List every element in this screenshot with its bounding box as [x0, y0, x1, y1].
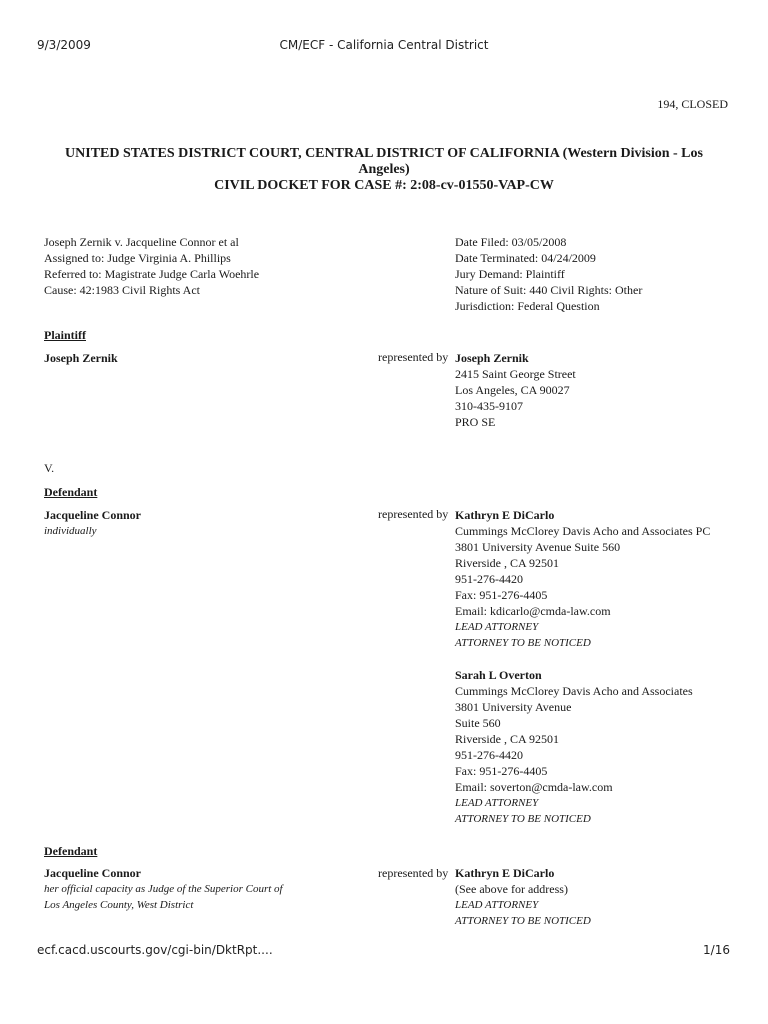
notice-flag: ATTORNEY TO BE NOTICED — [455, 813, 591, 825]
attorney-address-city: Riverside , CA 92501 — [455, 556, 559, 570]
plaintiff-name: Joseph Zernik — [44, 351, 118, 365]
lead-attorney-flag: LEAD ATTORNEY — [455, 899, 539, 911]
attorney-address-street: 3801 University Avenue — [455, 700, 572, 714]
attorney-name: Joseph Zernik — [455, 351, 529, 365]
print-date: 9/3/2009 — [37, 38, 91, 52]
print-url: ecf.cacd.uscourts.gov/cgi-bin/DktRpt.... — [37, 943, 273, 957]
attorney-phone: 310-435-9107 — [455, 399, 523, 413]
case-caption: Joseph Zernik v. Jacqueline Connor et al — [44, 235, 239, 249]
lead-attorney-flag: LEAD ATTORNEY — [455, 797, 539, 809]
case-number-heading: CIVIL DOCKET FOR CASE #: 2:08-cv-01550-VAP-CW — [214, 178, 554, 193]
attorney-address-suite: Suite 560 — [455, 716, 501, 730]
court-name-line-1: UNITED STATES DISTRICT COURT, CENTRAL DISTRICT OF CALIFORNIA (Western Division - Los — [65, 146, 703, 161]
cause: Cause: 42:1983 Civil Rights Act — [44, 283, 201, 297]
plaintiff-heading: Plaintiff — [44, 328, 86, 342]
attorney-status: PRO SE — [455, 415, 496, 429]
attorney-fax: Fax: 951-276-4405 — [455, 588, 548, 602]
defendant-attorney-block — [455, 667, 693, 827]
versus-marker: V. — [44, 461, 55, 475]
attorney-name: Kathryn E DiCarlo — [455, 508, 555, 522]
nature-of-suit: Nature of Suit: 440 Civil Rights: Other — [455, 283, 643, 297]
notice-flag: ATTORNEY TO BE NOTICED — [455, 915, 591, 927]
date-terminated: Date Terminated: 04/24/2009 — [455, 251, 596, 265]
attorney-address-city: Riverside , CA 92501 — [455, 732, 559, 746]
attorney-email: Email: kdicarlo@cmda-law.com — [455, 604, 611, 618]
represented-by-label: represented by — [378, 866, 449, 880]
plaintiff-attorney-block — [455, 350, 576, 430]
jurisdiction: Jurisdiction: Federal Question — [455, 299, 600, 313]
case-info-right — [455, 234, 642, 314]
represented-by-label: represented by — [378, 507, 449, 521]
assigned-judge: Assigned to: Judge Virginia A. Phillips — [44, 251, 231, 265]
attorney-address-city: Los Angeles, CA 90027 — [455, 383, 570, 397]
defendant-heading: Defendant — [44, 844, 98, 858]
notice-flag: ATTORNEY TO BE NOTICED — [455, 637, 591, 649]
case-flags: 194, CLOSED — [657, 97, 728, 111]
attorney-address-note: (See above for address) — [455, 882, 568, 896]
page-number: 1/16 — [703, 943, 730, 957]
court-name-line-2: Angeles) — [358, 162, 410, 177]
court-title-block — [40, 146, 728, 194]
attorney-phone: 951-276-4420 — [455, 748, 523, 762]
attorney-firm: Cummings McClorey Davis Acho and Associates PC — [455, 524, 711, 538]
defendant-capacity: her official capacity as Judge of the Superior Court of — [44, 883, 283, 895]
defendant-attorney-block — [455, 507, 710, 651]
attorney-address-street: 3801 University Avenue Suite 560 — [455, 540, 621, 554]
defendant-capacity: Los Angeles County, West District — [44, 899, 194, 911]
defendant-attorney-block — [455, 865, 591, 929]
attorney-name: Sarah L Overton — [455, 668, 542, 682]
attorney-name: Kathryn E DiCarlo — [455, 866, 555, 880]
defendant-heading: Defendant — [44, 485, 98, 499]
case-info-left — [44, 234, 259, 298]
defendant-name: Jacqueline Connor — [44, 866, 142, 880]
represented-by-label: represented by — [378, 350, 449, 364]
attorney-fax: Fax: 951-276-4405 — [455, 764, 548, 778]
attorney-phone: 951-276-4420 — [455, 572, 523, 586]
defendant-name: Jacqueline Connor — [44, 508, 142, 522]
date-filed: Date Filed: 03/05/2008 — [455, 235, 567, 249]
jury-demand: Jury Demand: Plaintiff — [455, 267, 565, 281]
referred-judge: Referred to: Magistrate Judge Carla Woehrle — [44, 267, 260, 281]
attorney-address-street: 2415 Saint George Street — [455, 367, 576, 381]
lead-attorney-flag: LEAD ATTORNEY — [455, 621, 539, 633]
defendant-party-block — [44, 507, 141, 539]
attorney-email: Email: soverton@cmda-law.com — [455, 780, 613, 794]
defendant-party-block — [44, 865, 283, 913]
defendant-capacity: individually — [44, 525, 97, 537]
attorney-firm: Cummings McClorey Davis Acho and Associates — [455, 684, 693, 698]
print-page-title: CM/ECF - California Central District — [279, 38, 489, 52]
